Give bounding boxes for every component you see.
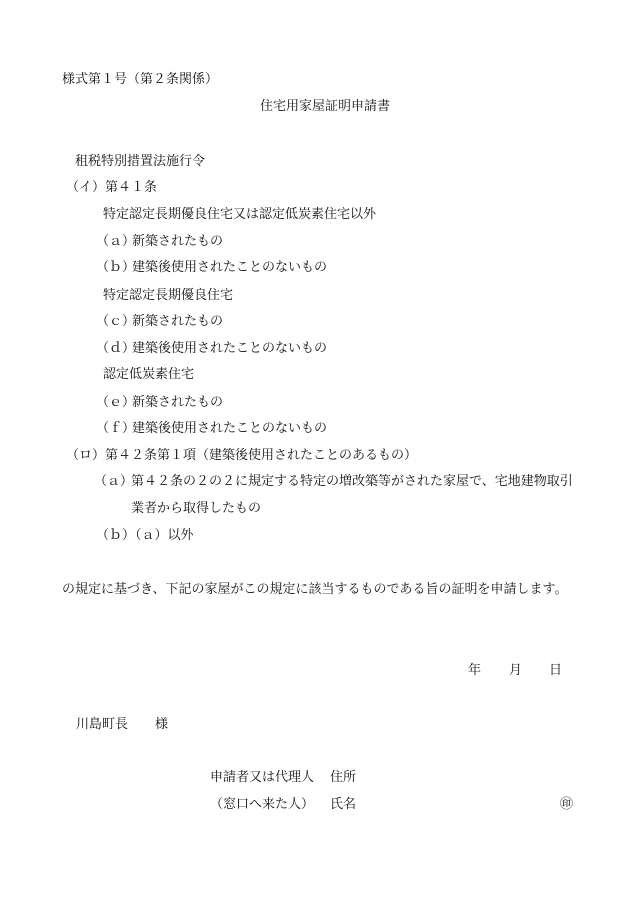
list-item-b [96, 260, 327, 276]
item-marker: （ｂ） [96, 260, 136, 275]
item-marker: （ｃ） [96, 314, 136, 329]
ro-a-marker: （ａ） [94, 474, 134, 489]
addressee-name: 川島町長 [76, 717, 129, 732]
date-month-field[interactable]: 月 [509, 663, 523, 678]
item-text: 建築後使用されたことのないもの [132, 421, 328, 436]
section-i-heading: （イ）第４１条 [66, 180, 158, 195]
date-day-field[interactable]: 日 [549, 663, 563, 678]
list-item-e [96, 395, 223, 411]
item-marker: （ｄ） [96, 341, 136, 356]
date-year-field[interactable]: 年 [468, 663, 482, 678]
ro-a-text-line1: 第４２条の２の２に規定する特定の増改築等がされた家屋で、宅地建物取引 [131, 474, 573, 489]
ro-b-item: （ｂ）（ａ）以外 [96, 528, 194, 543]
item-marker: （ｅ） [96, 395, 136, 410]
window-visitor-note: （窓口へ来た人） [210, 797, 315, 812]
list-item-d [96, 341, 327, 357]
address-field-label[interactable]: 住所 [330, 770, 357, 785]
document-title: 住宅用家屋証明申請書 [260, 99, 391, 114]
list-item-f [96, 421, 327, 437]
category-heading-low-carbon: 認定低炭素住宅 [103, 367, 195, 382]
item-text: 新築されたもの [132, 234, 224, 249]
application-statement: の規定に基づき、下記の家屋がこの規定に該当するものである旨の証明を申請します。 [62, 582, 568, 597]
item-marker: （ｆ） [96, 421, 136, 436]
name-field-label[interactable]: 氏名 [330, 797, 357, 812]
item-text: 建築後使用されたことのないもの [132, 341, 328, 356]
law-name: 租税特別措置法施行令 [75, 154, 206, 169]
form-number-label: 様式第１号（第２条関係） [62, 72, 219, 87]
applicant-role-label: 申請者又は代理人 [210, 770, 315, 785]
list-item-a [96, 234, 223, 250]
list-item-c [96, 314, 223, 330]
item-marker: （ａ） [96, 234, 136, 249]
section-ro-heading: （ロ）第４２条第１項（建築後使用されたことのあるもの） [66, 448, 418, 463]
item-text: 新築されたもの [132, 395, 224, 410]
item-text: 新築されたもの [132, 314, 224, 329]
item-text: 建築後使用されたことのないもの [132, 260, 328, 275]
ro-a-text-line2: 業者から取得したもの [131, 501, 262, 516]
category-heading-non-certified: 特定認定長期優良住宅又は認定低炭素住宅以外 [103, 207, 377, 222]
category-heading-long-term-housing: 特定認定長期優良住宅 [103, 288, 234, 303]
seal-mark-icon: ㊞ [560, 797, 574, 812]
addressee-honorific: 様 [155, 717, 169, 732]
